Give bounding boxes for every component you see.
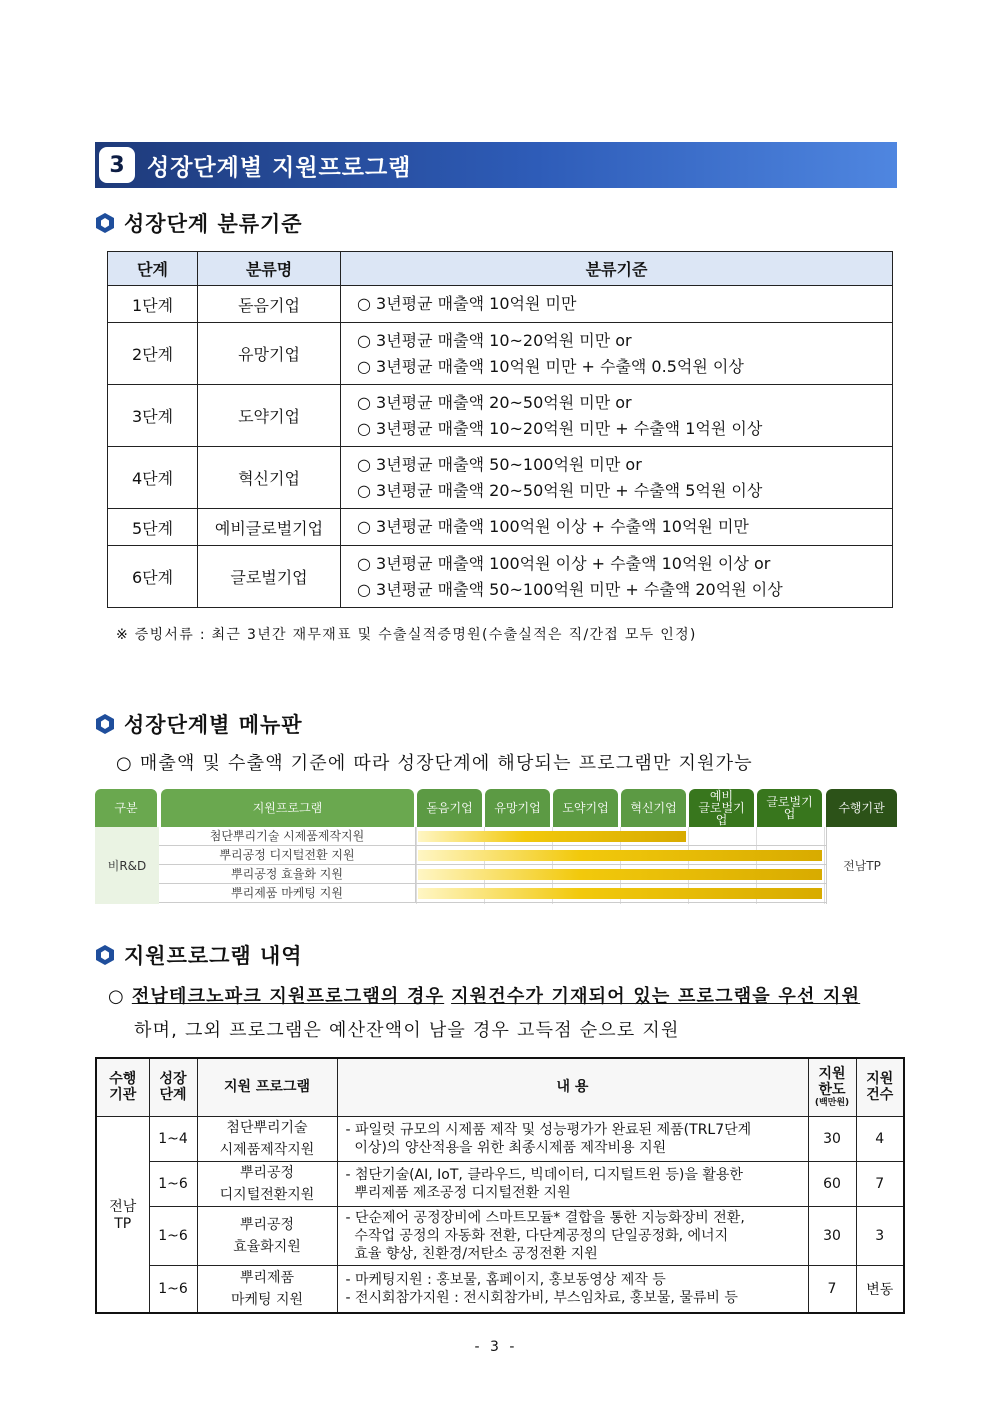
support-limit-cell: 30 xyxy=(808,1116,856,1161)
section-banner xyxy=(95,142,897,188)
content-line: 뿌리제품 제조공정 디지털전환 지원 xyxy=(345,1184,571,1201)
priority-bullet-continued: 하며, 그외 프로그램은 예산잔액이 남을 경우 고득점 순으로 지원 xyxy=(134,1020,680,1041)
program-details-table xyxy=(95,1057,905,1314)
bullet-prefix: ○ xyxy=(108,986,132,1007)
criteria-line: ○ 3년평균 매출액 100억원 이상 + 수출액 10억원 미만 xyxy=(357,517,749,536)
menu-program-row xyxy=(159,865,826,884)
menu-program-row xyxy=(159,884,826,903)
table-row xyxy=(108,385,893,447)
subheading-classification xyxy=(96,208,303,238)
menu-category-cell: 비R&D xyxy=(95,827,159,904)
criteria-cell xyxy=(341,509,893,546)
column-header: 내 용 xyxy=(337,1058,808,1116)
table-row xyxy=(96,1206,904,1265)
criteria-line: ○ 3년평균 매출액 50~100억원 미만 or xyxy=(357,454,642,474)
classification-name-cell: 예비글로벌기업 xyxy=(198,509,341,546)
evidence-note: ※ 증빙서류 : 최근 3년간 재무재표 및 수출실적증명원(수출실적은 직/간접 모두 인정) xyxy=(116,627,697,643)
criteria-cell xyxy=(341,447,893,509)
underlined-text: 지원건수가 기재되어 있는 프로그램을 우선 지원 xyxy=(451,986,861,1007)
hexagon-bullet-icon xyxy=(96,213,114,233)
menu-eligibility-bar xyxy=(418,850,822,861)
page-number: - 3 - xyxy=(474,1339,518,1355)
stage-range-cell: 1~6 xyxy=(149,1206,197,1265)
program-name-cell: 첨단뿌리기술 시제품제작지원 xyxy=(197,1116,337,1161)
criteria-line: ○ 3년평균 매출액 20~50억원 미만 or xyxy=(357,392,632,412)
program-name-cell: 뿌리제품 마케팅 지원 xyxy=(197,1265,337,1313)
subheading-program-details xyxy=(96,940,303,970)
table-row xyxy=(96,1161,904,1206)
stage-cell: 1단계 xyxy=(108,286,198,323)
subheading-title: 성장단계별 메뉴판 xyxy=(124,713,303,737)
program-content-cell xyxy=(337,1116,808,1161)
table-row xyxy=(108,286,893,323)
table-header-row xyxy=(108,252,893,286)
stage-range-cell: 1~6 xyxy=(149,1265,197,1313)
table-row xyxy=(108,323,893,385)
limit-label: 지원 한도 xyxy=(818,1066,846,1099)
menu-bullet-text: ○ 매출액 및 수출액 기준에 따라 성장단계에 해당되는 프로그램만 지원가능 xyxy=(116,753,753,774)
menu-stage-header: 돋음기업 xyxy=(417,789,482,827)
table-header-row xyxy=(96,1058,904,1116)
content-line: 이상)의 양산적용을 위한 최종시제품 제작비용 지원 xyxy=(345,1139,667,1156)
criteria-line: ○ 3년평균 매출액 20~50억원 미만 + 수출액 5억원 이상 xyxy=(357,480,763,500)
classification-name-cell: 도약기업 xyxy=(198,385,341,447)
program-content-cell xyxy=(337,1206,808,1265)
criteria-cell xyxy=(341,385,893,447)
table-row xyxy=(108,447,893,509)
classification-name-cell: 돋음기업 xyxy=(198,286,341,323)
criteria-line: ○ 3년평균 매출액 10~20억원 미만 or xyxy=(357,330,632,350)
column-header: 분류기준 xyxy=(341,252,893,286)
menu-stage-header: 예비 글로벌기 업 xyxy=(689,789,754,827)
stage-cell: 2단계 xyxy=(108,323,198,385)
column-header-limit xyxy=(808,1058,856,1116)
classification-name-cell: 혁신기업 xyxy=(198,447,341,509)
content-line: - 파일럿 규모의 시제품 제작 및 성능평가가 완료된 제품(TRL7단계 xyxy=(345,1121,752,1138)
criteria-cell xyxy=(341,286,893,323)
menu-program-name: 첨단뿌리기술 시제품제작지원 xyxy=(159,827,416,846)
program-name-cell: 뿌리공정 디지털전환지원 xyxy=(197,1161,337,1206)
menu-stage-header: 유망기업 xyxy=(485,789,550,827)
content-line: - 단순제어 공정장비에 스마트모듈* 결합을 통한 지능화장비 전환, xyxy=(345,1209,745,1226)
table-row xyxy=(96,1265,904,1313)
underlined-text: 전남테크노파크 지원프로그램의 경우 xyxy=(131,986,445,1007)
hexagon-bullet-icon xyxy=(96,945,114,965)
priority-bullet xyxy=(108,982,860,1008)
menu-eligibility-bar xyxy=(418,831,686,842)
program-name-cell: 뿌리공정 효율화지원 xyxy=(197,1206,337,1265)
menu-header-agency: 수행기관 xyxy=(826,789,897,827)
column-header: 단계 xyxy=(108,252,198,286)
program-content-cell xyxy=(337,1265,808,1313)
stage-cell: 5단계 xyxy=(108,509,198,546)
column-header: 수행 기관 xyxy=(96,1058,149,1116)
criteria-line: ○ 3년평균 매출액 50~100억원 미만 + 수출액 20억원 이상 xyxy=(357,579,783,599)
menu-stage-header: 혁신기업 xyxy=(621,789,686,827)
support-limit-cell: 60 xyxy=(808,1161,856,1206)
content-line: - 첨단기술(AI, IoT, 클라우드, 빅데이터, 디지털트윈 등)을 활용한 xyxy=(345,1166,743,1183)
classification-name-cell: 글로벌기업 xyxy=(198,546,341,608)
subheading-title: 성장단계 분류기준 xyxy=(124,212,303,236)
support-count-cell: 변동 xyxy=(856,1265,904,1313)
stage-cell: 3단계 xyxy=(108,385,198,447)
content-line: - 전시회참가지원 : 전시회참가비, 부스임차료, 홍보물, 물류비 등 xyxy=(345,1289,738,1306)
menu-program-name: 뿌리공정 디지털전환 지원 xyxy=(159,846,416,865)
menu-stage-header: 도약기업 xyxy=(553,789,618,827)
support-count-cell: 7 xyxy=(856,1161,904,1206)
criteria-line: ○ 3년평균 매출액 10억원 미만 xyxy=(357,294,577,313)
table-row xyxy=(96,1116,904,1161)
menu-program-row xyxy=(159,846,826,865)
content-line: 수작업 공정의 자동화 전환, 다단계공정의 단일공정화, 에너지 xyxy=(345,1227,729,1244)
growth-stage-menu-board xyxy=(95,789,897,906)
agency-cell: 전남 TP xyxy=(96,1116,149,1313)
program-content-cell xyxy=(337,1161,808,1206)
menu-eligibility-bar xyxy=(418,888,822,899)
table-row xyxy=(108,509,893,546)
stage-range-cell: 1~6 xyxy=(149,1161,197,1206)
criteria-line: ○ 3년평균 매출액 100억원 이상 + 수출액 10억원 이상 or xyxy=(357,553,771,573)
classification-name-cell: 유망기업 xyxy=(198,323,341,385)
subheading-menu xyxy=(96,709,303,739)
support-limit-cell: 7 xyxy=(808,1265,856,1313)
criteria-cell xyxy=(341,546,893,608)
content-line: 효율 향상, 친환경/저탄소 공정전환 지원 xyxy=(345,1245,598,1262)
column-header: 분류명 xyxy=(198,252,341,286)
criteria-cell xyxy=(341,323,893,385)
criteria-line: ○ 3년평균 매출액 10억원 미만 + 수출액 0.5억원 이상 xyxy=(357,356,744,376)
hexagon-bullet-icon xyxy=(96,714,114,734)
criteria-line: ○ 3년평균 매출액 10~20억원 미만 + 수출액 1억원 이상 xyxy=(357,418,763,438)
column-header: 성장 단계 xyxy=(149,1058,197,1116)
table-row xyxy=(108,546,893,608)
menu-program-row xyxy=(159,827,826,846)
content-line: - 마케팅지원 : 홍보물, 홈페이지, 홍보동영상 제작 등 xyxy=(345,1271,666,1288)
menu-header-category: 구분 xyxy=(95,789,157,827)
support-count-cell: 3 xyxy=(856,1206,904,1265)
menu-stage-header: 글로벌기 업 xyxy=(757,789,822,827)
menu-agency-cell: 전남TP xyxy=(826,827,897,904)
section-number: 3 xyxy=(99,147,135,183)
column-header: 지원 건수 xyxy=(856,1058,904,1116)
menu-program-name: 뿌리공정 효율화 지원 xyxy=(159,865,416,884)
subheading-title: 지원프로그램 내역 xyxy=(124,944,303,968)
menu-header-program: 지원프로그램 xyxy=(161,789,414,827)
support-limit-cell: 30 xyxy=(808,1206,856,1265)
menu-program-name: 뿌리제품 마케팅 지원 xyxy=(159,884,416,903)
limit-unit: (백만원) xyxy=(814,1098,850,1109)
column-header: 지원 프로그램 xyxy=(197,1058,337,1116)
stage-range-cell: 1~4 xyxy=(149,1116,197,1161)
stage-cell: 4단계 xyxy=(108,447,198,509)
menu-eligibility-bar xyxy=(418,869,822,880)
classification-table xyxy=(107,251,893,608)
section-title: 성장단계별 지원프로그램 xyxy=(147,154,412,181)
stage-cell: 6단계 xyxy=(108,546,198,608)
support-count-cell: 4 xyxy=(856,1116,904,1161)
